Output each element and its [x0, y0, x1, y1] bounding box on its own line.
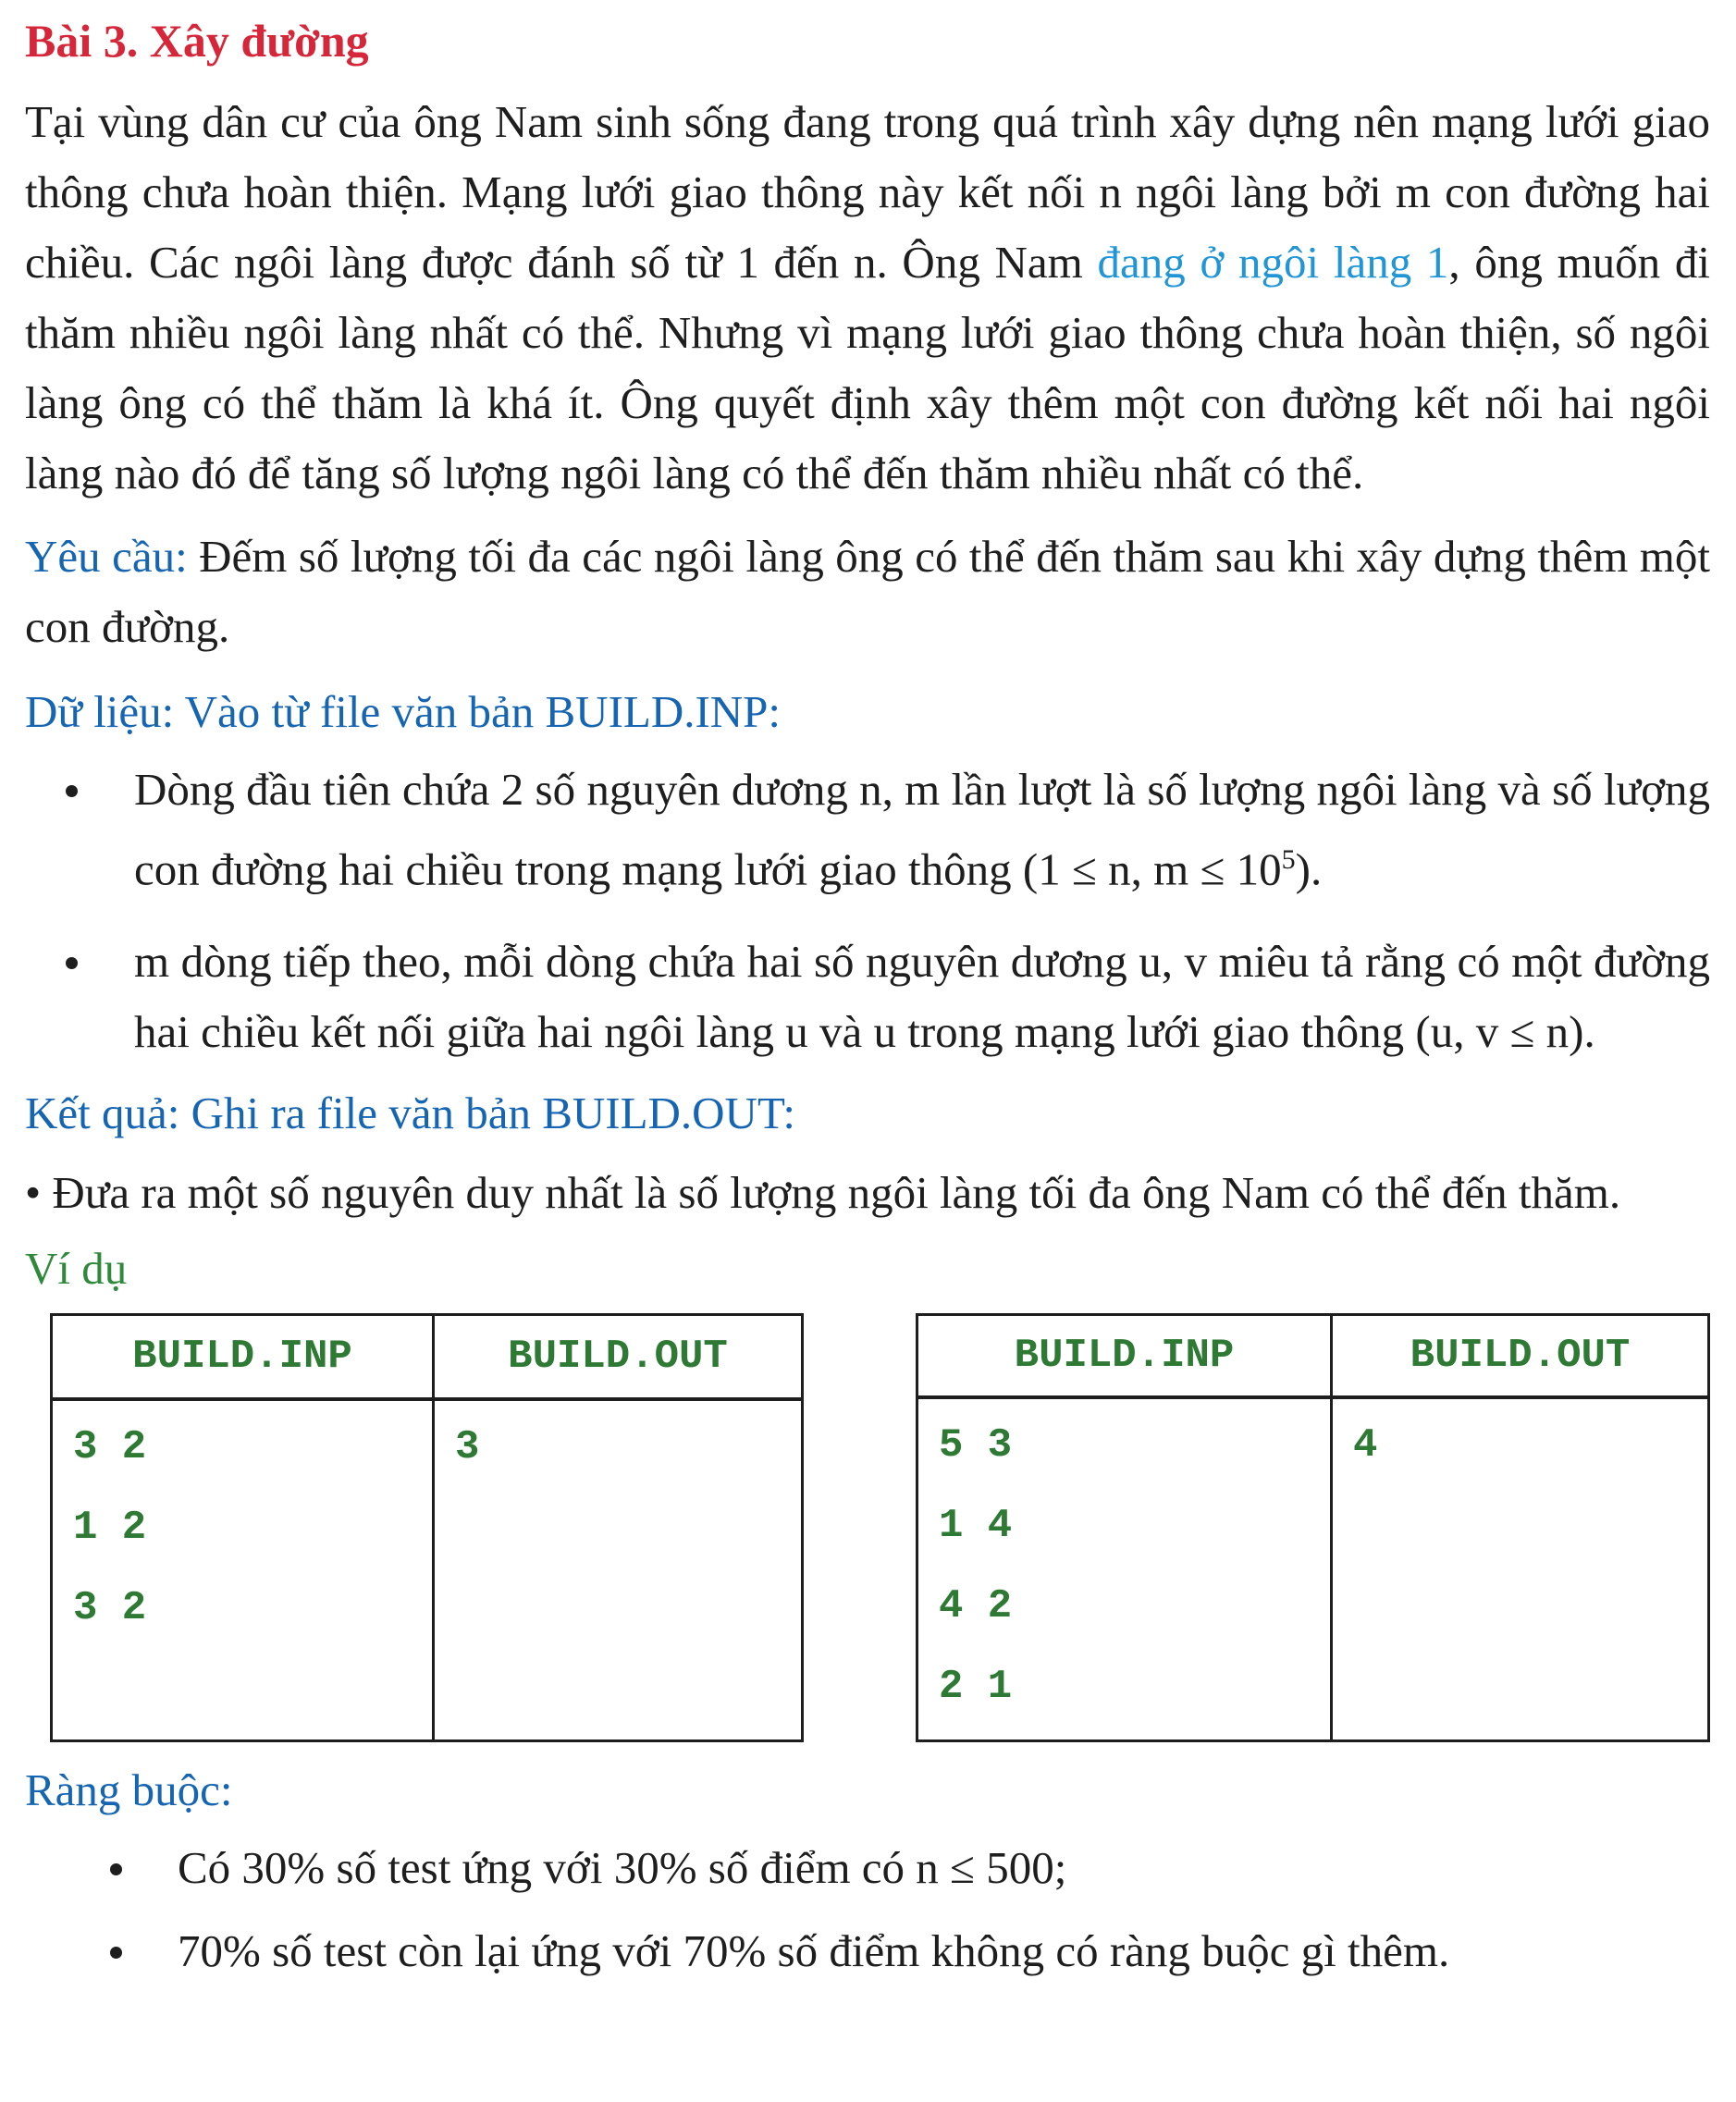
bullet-dot-icon — [110, 1863, 122, 1875]
table-1-inp-line: 3 2 — [73, 1423, 147, 1470]
table-2-inp-line: 4 2 — [939, 1583, 1013, 1630]
example-tables — [25, 1313, 1710, 1742]
intro-text-2: , ông muốn đi thăm nhiều ngôi làng nhất có thể. Nhưng vì mạng lưới giao thông chưa hoàn thiện, số ngôi làng ông có thể thăm là khá ít. Ông quyết định xây thêm một con đường kết nối hai ngôi làng nào đó để tăng số lượng ngôi làng có thể đến thăm nhiều nhất có thể. — [25, 237, 1711, 498]
table-2-header-out: BUILD.OUT — [1332, 1315, 1709, 1398]
input-bullets — [25, 755, 1710, 1067]
bullet-dot-icon — [110, 1947, 122, 1959]
table-2-inp-cell — [917, 1397, 1332, 1741]
problem-title: Bài 3. Xây đường — [25, 15, 369, 67]
intro-text-1: Tại vùng dân cư của ông Nam sinh sống đang trong quá trình xây dựng nên mạng lưới giao thông chưa hoàn thiện. Mạng lưới giao thông này kết nối n ngôi làng bởi m con đường hai chiều. Các ngôi làng được đánh số từ 1 đến n. Ông Nam — [25, 96, 1710, 288]
constraint-item — [25, 1833, 1710, 1903]
constraints-heading: Ràng buộc: — [25, 1764, 233, 1816]
table-1-header-inp: BUILD.INP — [52, 1315, 434, 1399]
constraint-item-text: Có 30% số test ứng với 30% số điểm có n ≤ 500; — [178, 1842, 1067, 1894]
input-bullet-1-sup: 5 — [1281, 844, 1296, 875]
table-2-out-cell — [1332, 1397, 1709, 1741]
output-heading: Kết quả: Ghi ra file văn bản BUILD.OUT: — [25, 1088, 796, 1139]
bullet-dot-icon — [66, 957, 78, 969]
table-2-inp-line: 1 4 — [939, 1503, 1013, 1550]
table-1-inp-cell — [52, 1399, 434, 1741]
table-1-out-cell — [434, 1399, 803, 1741]
table-2-out-line: 4 — [1353, 1422, 1378, 1469]
table-1-header-out: BUILD.OUT — [434, 1315, 803, 1399]
constraint-item-text: 70% số test còn lại ứng với 70% số điểm không có ràng buộc gì thêm. — [178, 1925, 1450, 1977]
requirement-label: Yêu cầu: — [25, 531, 188, 582]
example-label: Ví dụ — [25, 1243, 128, 1295]
requirement-text: Đếm số lượng tối đa các ngôi làng ông có thể đến thăm sau khi xây dựng thêm một con đường. — [25, 531, 1711, 652]
table-2-inp-line: 5 3 — [939, 1422, 1013, 1469]
requirement — [25, 522, 1710, 662]
input-bullet-2-text: m dòng tiếp theo, mỗi dòng chứa hai số nguyên dương u, v miêu tả rằng có một đường hai chiều kết nối giữa hai ngôi làng u và u trong mạng lưới giao thông (u, v ≤ n). — [134, 936, 1710, 1058]
output-bullet: • Đưa ra một số nguyên duy nhất là số lượng ngôi làng tối đa ông Nam có thể đến thăm. — [25, 1167, 1621, 1219]
table-1-inp-line: 3 2 — [73, 1584, 147, 1631]
example-table-1 — [50, 1313, 804, 1742]
constraint-item — [25, 1916, 1710, 1986]
table-2-inp-line: 2 1 — [939, 1664, 1013, 1711]
table-1-out-line: 3 — [455, 1423, 480, 1470]
table-2-header-inp: BUILD.INP — [917, 1315, 1332, 1398]
problem-intro — [25, 87, 1710, 509]
constraints-section — [25, 1755, 1710, 1986]
bullet-dot-icon — [66, 785, 78, 797]
intro-highlight: đang ở ngôi làng 1 — [1097, 237, 1449, 288]
input-bullet-1 — [25, 755, 1710, 904]
input-bullet-1-end: ). — [1295, 843, 1323, 895]
constraints-bullets — [25, 1833, 1710, 1986]
table-1-inp-line: 1 2 — [73, 1504, 147, 1551]
example-table-2 — [916, 1313, 1710, 1742]
input-heading: Dữ liệu: Vào từ file văn bản BUILD.INP: — [25, 686, 782, 737]
input-bullet-2 — [25, 927, 1710, 1067]
input-bullet-1-text: Dòng đầu tiên chứa 2 số nguyên dương n, m lần lượt là số lượng ngôi làng và số lượng con đường hai chiều trong mạng lưới giao thông (1 ≤ n, m ≤ 10 — [134, 764, 1710, 895]
